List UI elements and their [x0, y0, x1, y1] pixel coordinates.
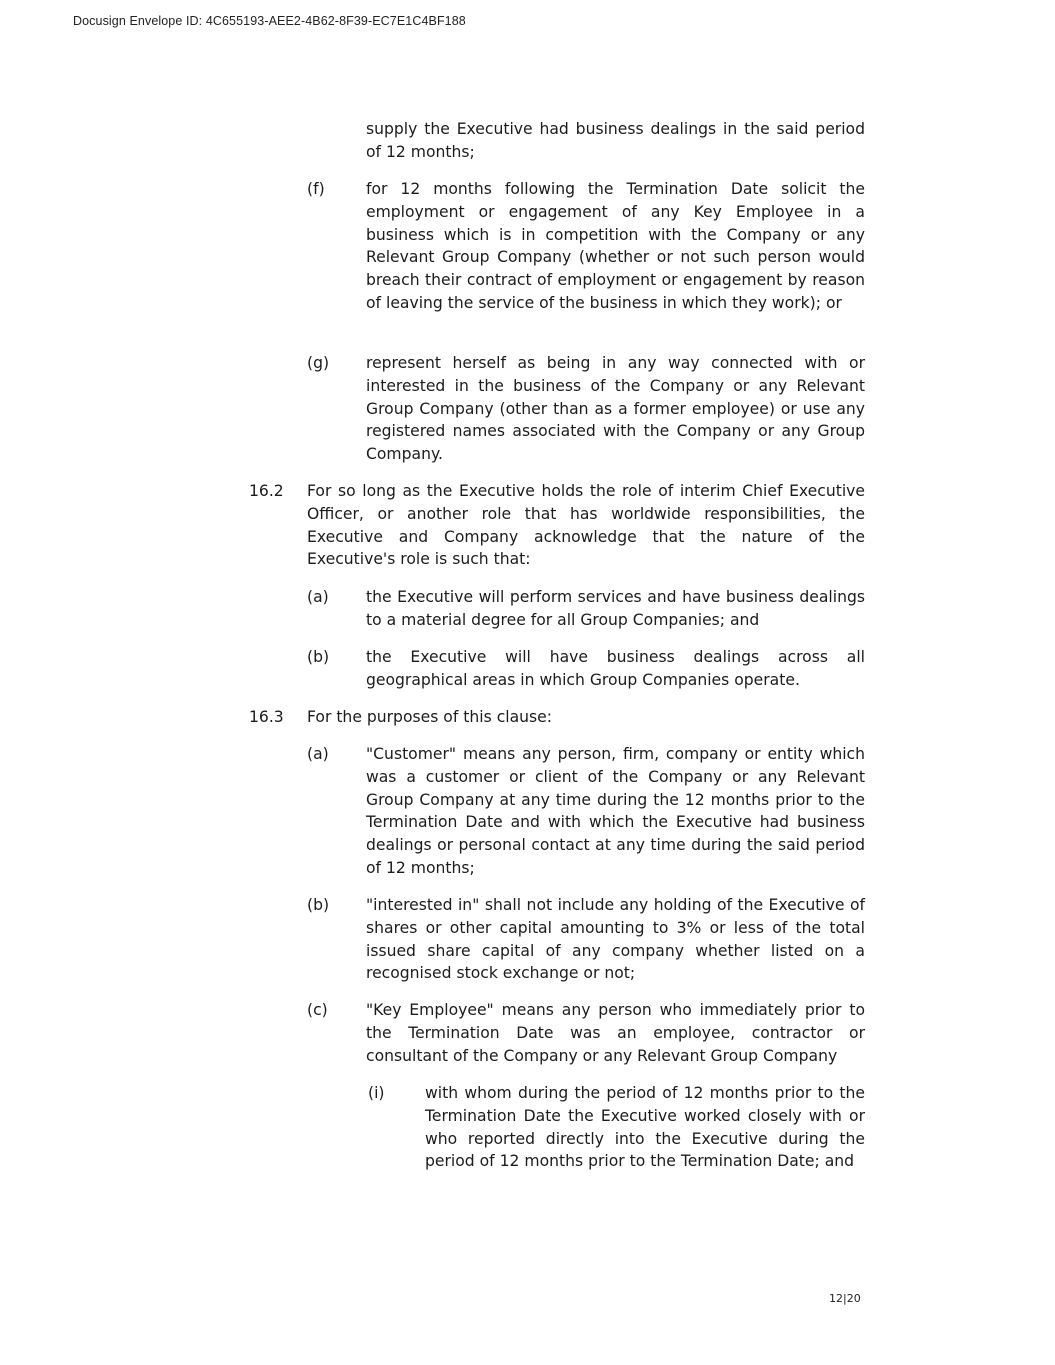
clause-number-16-3: 16.3 — [249, 708, 284, 726]
clause-text-16-3: For the purposes of this clause: — [307, 708, 553, 726]
clause-16-3-c-subitem-label-i: (i) — [368, 1084, 385, 1102]
page-number: 12|20 — [829, 1292, 861, 1305]
clause-16-2-item-label-b: (b) — [307, 648, 330, 666]
item-label-f: (f) — [307, 180, 325, 198]
item-text-f: for 12 months following the Termination Date solicit the employment or engagement of any Key Employee in a business which is in competition with the Company or any Relevant Group Company (whether or not such person would breach their contract of employment or engagement by reason of leaving the service of the business in which they work); or — [366, 180, 865, 312]
clause-16-2-item-label-a: (a) — [307, 588, 329, 606]
item-label-g: (g) — [307, 354, 330, 372]
clause-16-3-item-label-a: (a) — [307, 745, 329, 763]
clause-16-3-item-label-c: (c) — [307, 1001, 328, 1019]
docusign-envelope-id: Docusign Envelope ID: 4C655193-AEE2-4B62-8F39-EC7E1C4BF188 — [73, 14, 466, 28]
item-text-g: represent herself as being in any way connected with or interested in the business of the Company or any Relevant Group Company (other than as a former employee) or use any registered names associated with the Company or any Group Company. — [366, 354, 865, 464]
continuation-paragraph: supply the Executive had business dealings in the said period of 12 months; — [366, 120, 865, 161]
clause-16-2-item-text-b: the Executive will have business dealings across all geographical areas in which Group Companies operate. — [366, 648, 865, 689]
clause-16-3-c-subitem-text-i: with whom during the period of 12 months prior to the Termination Date the Executive worked closely with or who reported directly into the Executive during the period of 12 months prior to the Termination Date; and — [425, 1084, 865, 1171]
clause-16-3-item-text-a: "Customer" means any person, firm, company or entity which was a customer or client of the Company or any Relevant Group Company at any time during the 12 months prior to the Termination Date and with which the Executive had business dealings or personal contact at any time during the said period of 12 months; — [366, 745, 865, 877]
clause-16-3-item-text-b: "interested in" shall not include any holding of the Executive of shares or other capital amounting to 3% or less of the total issued share capital of any company whether listed on a recognised stock exchange or not; — [366, 896, 865, 983]
clause-text-16-2: For so long as the Executive holds the role of interim Chief Executive Officer, or another role that has worldwide responsibilities, the Executive and Company acknowledge that the nature of the Executive's role is such that: — [307, 482, 865, 569]
clause-16-3-item-label-b: (b) — [307, 896, 330, 914]
clause-16-2-item-text-a: the Executive will perform services and have business dealings to a material degree for all Group Companies; and — [366, 588, 865, 629]
clause-number-16-2: 16.2 — [249, 482, 284, 500]
clause-16-3-item-text-c: "Key Employee" means any person who immediately prior to the Termination Date was an employee, contractor or consultant of the Company or any Relevant Group Company — [366, 1001, 865, 1065]
